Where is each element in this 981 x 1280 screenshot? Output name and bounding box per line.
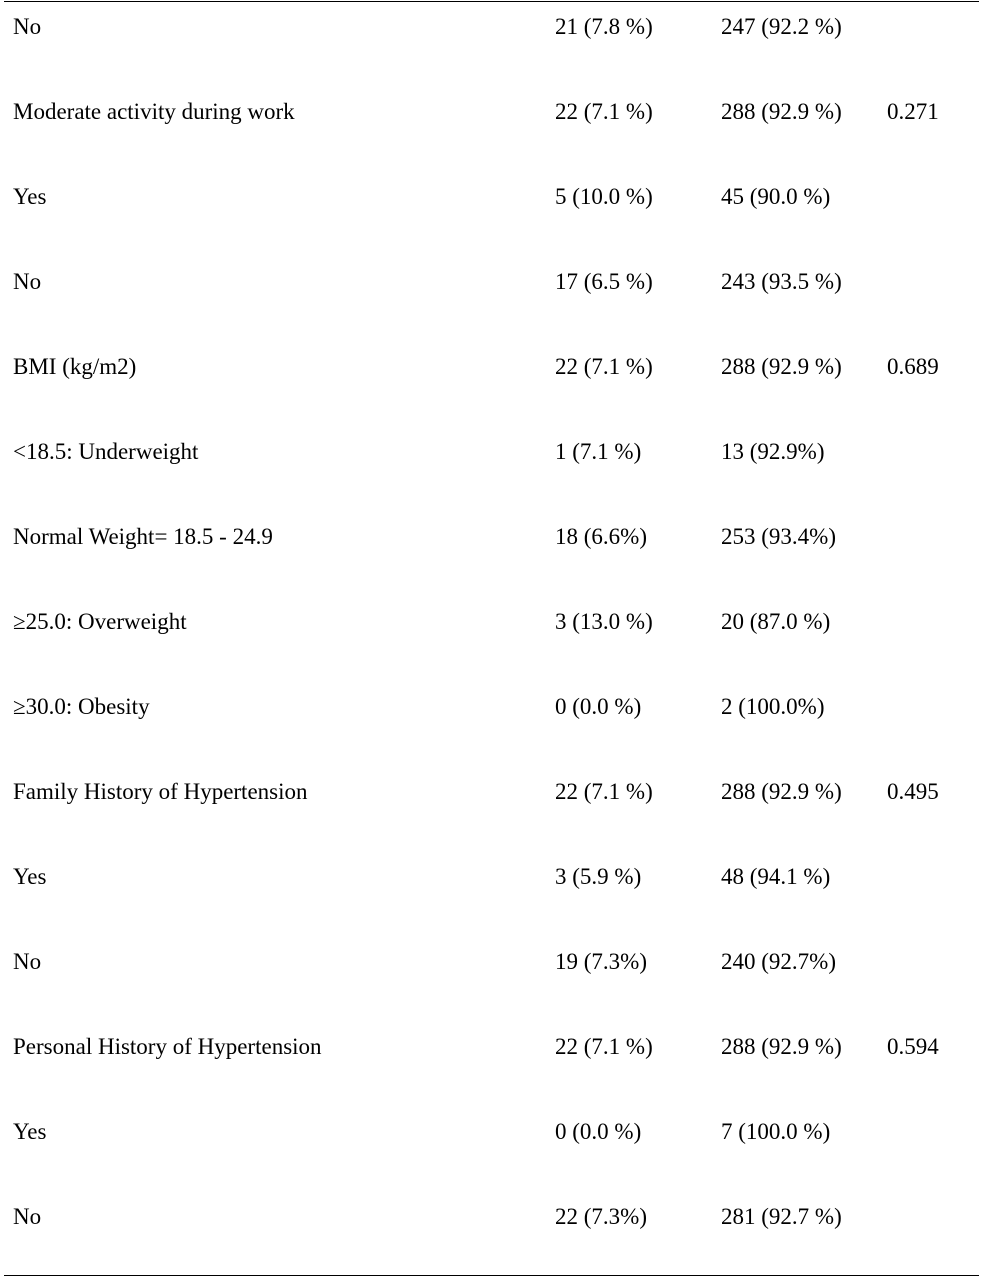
row-label: Yes: [13, 1119, 47, 1144]
group1-value: 3 (13.0 %): [555, 609, 653, 634]
group1-value: 0 (0.0 %): [555, 694, 642, 719]
table-row: [0, 432, 981, 472]
row-label: Normal Weight= 18.5 - 24.9: [13, 524, 273, 549]
p-value: 0.271: [887, 99, 939, 124]
group2-value: 288 (92.9 %): [721, 1034, 842, 1059]
group1-value: 21 (7.8 %): [555, 14, 653, 39]
group1-value: 22 (7.3%): [555, 1204, 647, 1229]
group1-value: 0 (0.0 %): [555, 1119, 642, 1144]
row-label: No: [13, 1204, 42, 1229]
table-top-rule: [4, 1, 979, 2]
row-label: BMI (kg/m2): [13, 354, 137, 379]
row-label: ≥25.0: Overweight: [13, 609, 187, 634]
group1-value: 19 (7.3%): [555, 949, 647, 974]
group1-value: 22 (7.1 %): [555, 354, 653, 379]
row-label: No: [13, 14, 42, 39]
row-label: No: [13, 269, 42, 294]
group2-value: 243 (93.5 %): [721, 269, 842, 294]
table-row: [0, 687, 981, 727]
group1-value: 17 (6.5 %): [555, 269, 653, 294]
table-row: [0, 347, 981, 387]
group2-value: 288 (92.9 %): [721, 779, 842, 804]
group1-value: 18 (6.6%): [555, 524, 647, 549]
table-row: [0, 772, 981, 812]
group2-value: 288 (92.9 %): [721, 354, 842, 379]
table-row: [0, 517, 981, 557]
row-label: Family History of Hypertension: [13, 779, 308, 804]
group1-value: 3 (5.9 %): [555, 864, 642, 889]
group2-value: 240 (92.7%): [721, 949, 836, 974]
row-label: Personal History of Hypertension: [13, 1034, 322, 1059]
group1-value: 22 (7.1 %): [555, 99, 653, 124]
table-row: [0, 177, 981, 217]
group2-value: 20 (87.0 %): [721, 609, 831, 634]
table-row: [0, 262, 981, 302]
group1-value: 5 (10.0 %): [555, 184, 653, 209]
p-value: 0.495: [887, 779, 939, 804]
group2-value: 13 (92.9%): [721, 439, 825, 464]
group2-value: 288 (92.9 %): [721, 99, 842, 124]
row-label: <18.5: Underweight: [13, 439, 199, 464]
table-bottom-rule: [4, 1275, 979, 1276]
row-label: ≥30.0: Obesity: [13, 694, 150, 719]
table-row: [0, 1027, 981, 1067]
group2-value: 2 (100.0%): [721, 694, 825, 719]
group1-value: 22 (7.1 %): [555, 1034, 653, 1059]
group2-value: 7 (100.0 %): [721, 1119, 831, 1144]
table-row: [0, 1112, 981, 1152]
table-row: [0, 602, 981, 642]
group2-value: 45 (90.0 %): [721, 184, 831, 209]
table-row: [0, 7, 981, 47]
row-label: Yes: [13, 864, 47, 889]
group2-value: 247 (92.2 %): [721, 14, 842, 39]
group1-value: 1 (7.1 %): [555, 439, 642, 464]
group2-value: 281 (92.7 %): [721, 1204, 842, 1229]
group2-value: 253 (93.4%): [721, 524, 836, 549]
table-row: [0, 942, 981, 982]
p-value: 0.689: [887, 354, 939, 379]
row-label: Yes: [13, 184, 47, 209]
table-row: [0, 857, 981, 897]
table-row: [0, 1197, 981, 1237]
row-label: No: [13, 949, 42, 974]
table-row: [0, 92, 981, 132]
group2-value: 48 (94.1 %): [721, 864, 831, 889]
p-value: 0.594: [887, 1034, 939, 1059]
group1-value: 22 (7.1 %): [555, 779, 653, 804]
row-label: Moderate activity during work: [13, 99, 295, 124]
